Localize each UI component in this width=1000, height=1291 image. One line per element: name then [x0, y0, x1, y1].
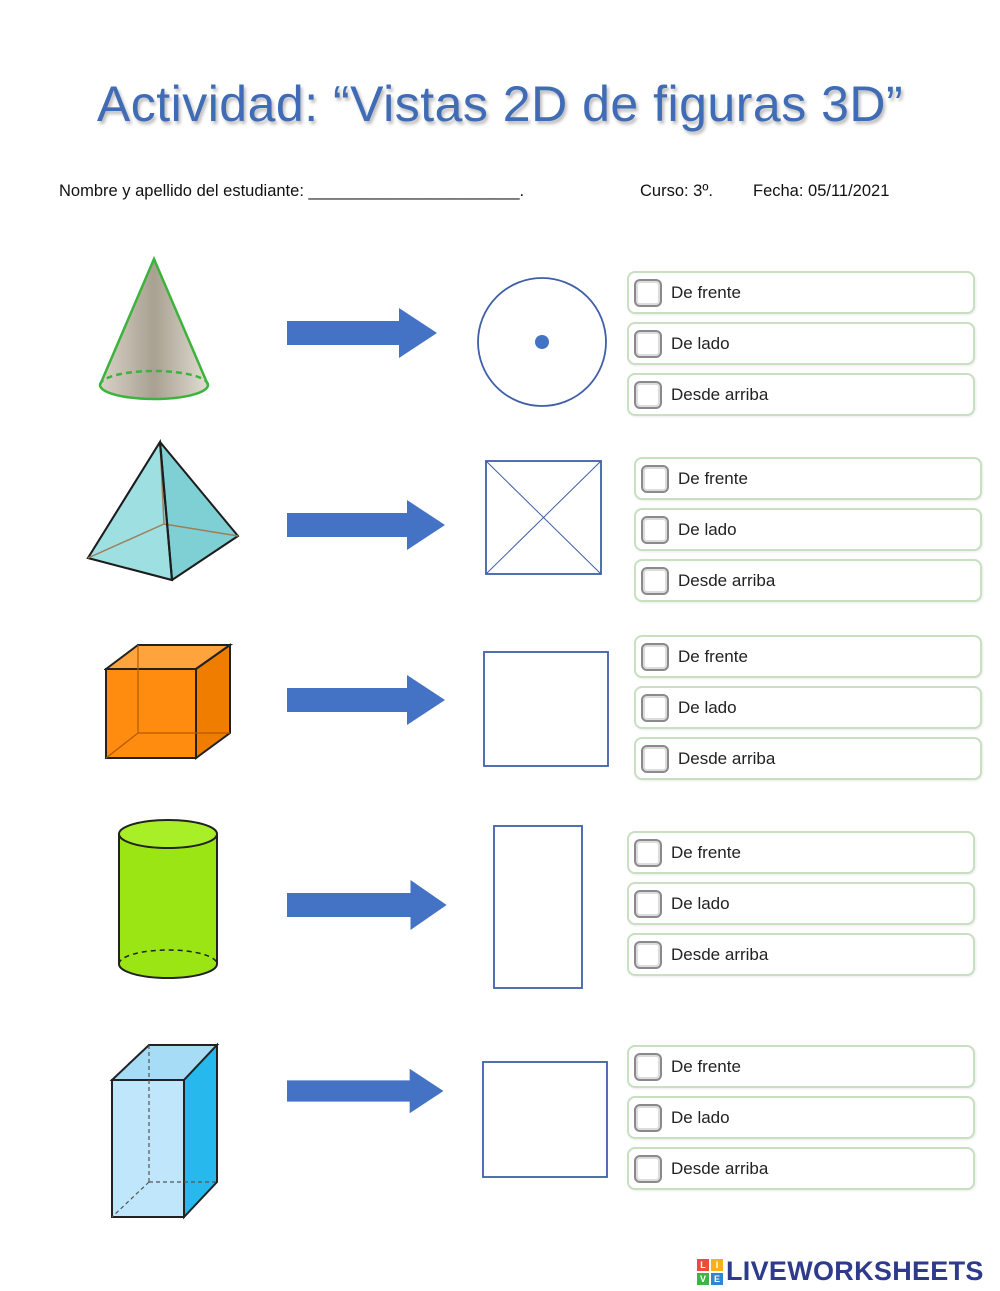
- option-de-frente[interactable]: De frente: [634, 457, 982, 500]
- checkbox[interactable]: [641, 567, 669, 595]
- rectangle-icon: [492, 824, 584, 990]
- options-group-1: [627, 271, 975, 424]
- square-icon: [482, 650, 610, 768]
- checkbox[interactable]: [641, 694, 669, 722]
- checkbox[interactable]: [634, 1104, 662, 1132]
- checkbox[interactable]: [634, 279, 662, 307]
- checkbox[interactable]: [634, 330, 662, 358]
- options-group-3: [634, 635, 982, 788]
- checkbox[interactable]: [634, 890, 662, 918]
- checkbox[interactable]: [641, 745, 669, 773]
- option-desde-arriba[interactable]: Desde arriba: [627, 373, 975, 416]
- option-de-frente[interactable]: De frente: [627, 1045, 975, 1088]
- arrow-icon: [287, 880, 447, 930]
- arrow-icon: [287, 1066, 447, 1116]
- prism-icon: [109, 1042, 221, 1222]
- arrow-icon: [287, 308, 447, 358]
- options-group-2: [634, 457, 982, 610]
- date-label: Fecha: 05/11/2021: [753, 182, 890, 200]
- checkbox[interactable]: [641, 516, 669, 544]
- cone-icon: [88, 255, 218, 405]
- options-group-4: [627, 831, 975, 984]
- option-de-lado[interactable]: De lado: [627, 322, 975, 365]
- checkbox[interactable]: [634, 1155, 662, 1183]
- checkbox[interactable]: [641, 643, 669, 671]
- checkbox[interactable]: [634, 1053, 662, 1081]
- arrow-icon: [287, 675, 447, 725]
- option-de-lado[interactable]: De lado: [627, 882, 975, 925]
- option-de-frente[interactable]: De frente: [634, 635, 982, 678]
- options-group-5: [627, 1045, 975, 1198]
- logo-text: LIVEWORKSHEETS: [726, 1256, 984, 1286]
- checkbox[interactable]: [634, 941, 662, 969]
- option-desde-arriba[interactable]: Desde arriba: [627, 933, 975, 976]
- checkbox[interactable]: [634, 381, 662, 409]
- option-de-lado[interactable]: De lado: [627, 1096, 975, 1139]
- square-icon: [481, 1060, 609, 1180]
- option-de-lado[interactable]: De lado: [634, 686, 982, 729]
- square-with-diagonals-icon: [484, 459, 604, 577]
- pyramid-icon: [84, 438, 244, 583]
- option-desde-arriba[interactable]: Desde arriba: [634, 559, 982, 602]
- option-desde-arriba[interactable]: Desde arriba: [627, 1147, 975, 1190]
- option-de-lado[interactable]: De lado: [634, 508, 982, 551]
- option-de-frente[interactable]: De frente: [627, 271, 975, 314]
- cube-icon: [104, 643, 236, 763]
- cylinder-icon: [116, 816, 220, 984]
- checkbox[interactable]: [641, 465, 669, 493]
- logo-icon: L I V E: [697, 1259, 723, 1285]
- page-title: Actividad: “Vistas 2D de figuras 3D”: [96, 76, 904, 132]
- liveworksheets-logo: [697, 1256, 984, 1287]
- arrow-icon: [287, 500, 447, 550]
- student-name-label: Nombre y apellido del estudiante: _______________________.: [59, 182, 525, 200]
- option-de-frente[interactable]: De frente: [627, 831, 975, 874]
- checkbox[interactable]: [634, 839, 662, 867]
- option-desde-arriba[interactable]: Desde arriba: [634, 737, 982, 780]
- course-label: Curso: 3º.: [640, 182, 713, 200]
- circle-with-dot-icon: [476, 276, 610, 408]
